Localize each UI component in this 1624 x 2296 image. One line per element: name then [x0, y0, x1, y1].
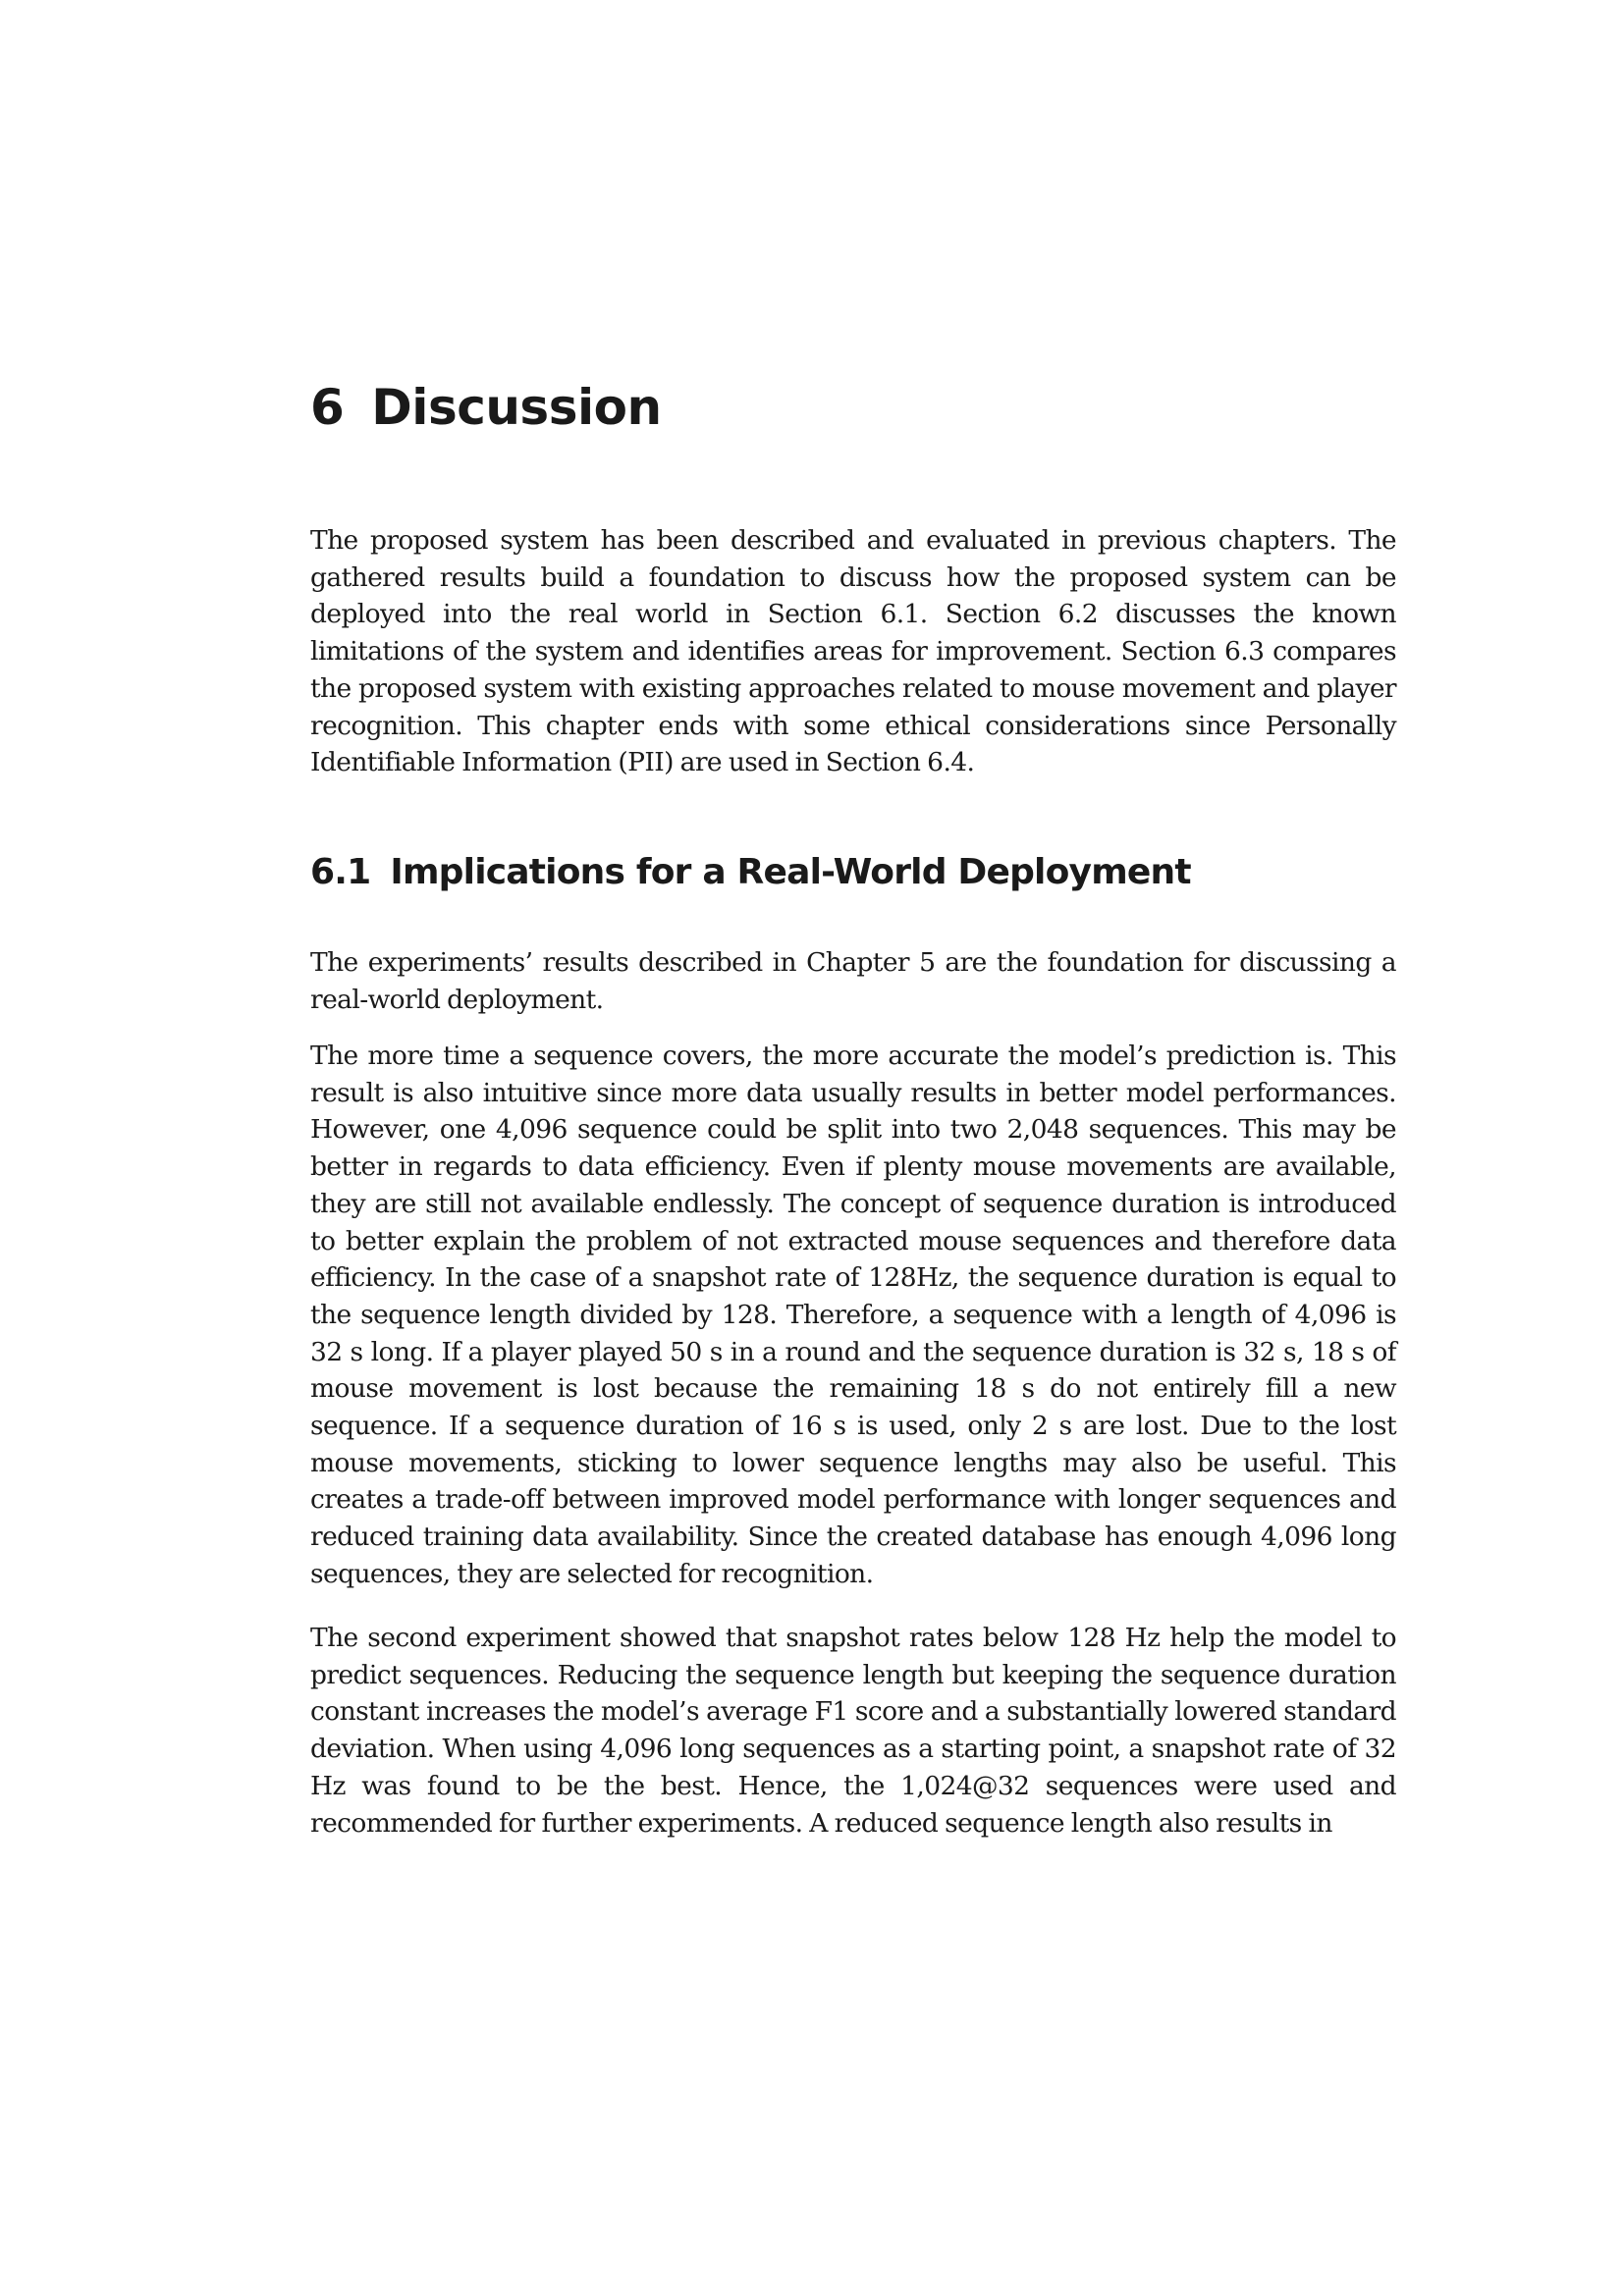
chapter-heading	[310, 376, 662, 439]
chapter-number: 6	[310, 379, 345, 436]
section-title: Implications for a Real-World Deployment	[390, 852, 1191, 892]
chapter-title: Discussion	[371, 379, 662, 436]
section-heading	[310, 850, 1191, 895]
section-paragraph-2: The more time a sequence covers, the more accurate the model’s prediction is. This result is also intuitive since more data usually results in better model performances. However, one 4,096 sequence could be split into two 2,048 sequences. This may be better in regards to data efficiency. Even if plenty mouse movements are available, they are still not available endlessly. The concept of sequence duration is introduced to better explain the problem of not extracted mouse sequences and therefore data efficiency. In the case of a snapshot rate of 128Hz, the sequence duration is equal to the sequence length divided by 128. Therefore, a sequence with a length of 4,096 is 32 s long. If a player played 50 s in a round and the sequence duration is 32 s, 18 s of mouse movement is lost because the remaining 18 s do not entirely fill a new sequence. If a sequence duration of 16 s is used, only 2 s are lost. Due to the lost mouse movements, sticking to lower sequence lengths may also be useful. This creates a trade-off between improved model performance with longer sequences and reduced training data availability. Since the created database has enough 4,096 long sequences, they are selected for recognition.	[310, 1041, 1396, 1589]
intro-paragraph: The proposed system has been described and evaluated in previous chapters. The gathered results build a foundation to discuss how the proposed system can be deployed into the real world in Section 6.1. Section 6.2 discusses the known limitations of the system and identifies areas for improvement. Section 6.3 compares the proposed system with existing approaches related to mouse movement and player recognition. This chapter ends with some ethical considerations since Personally Identifiable Information (PII) are used in Section 6.4.	[310, 525, 1396, 778]
section-paragraph-1: The experiments’ results described in Chapter 5 are the foundation for discussing a real-world deployment.	[310, 947, 1396, 1015]
section-number: 6.1	[310, 852, 371, 892]
section-paragraph-3: The second experiment showed that snapshot rates below 128 Hz help the model to predict sequences. Reducing the sequence length but keeping the sequence duration constant increases the model’s average F1 score and a substantially lowered standard deviation. When using 4,096 long sequences as a starting point, a snapshot rate of 32 Hz was found to be the best. Hence, the 1,024@32 sequences were used and recommended for further experiments. A reduced sequence length also results in	[310, 1623, 1396, 1839]
